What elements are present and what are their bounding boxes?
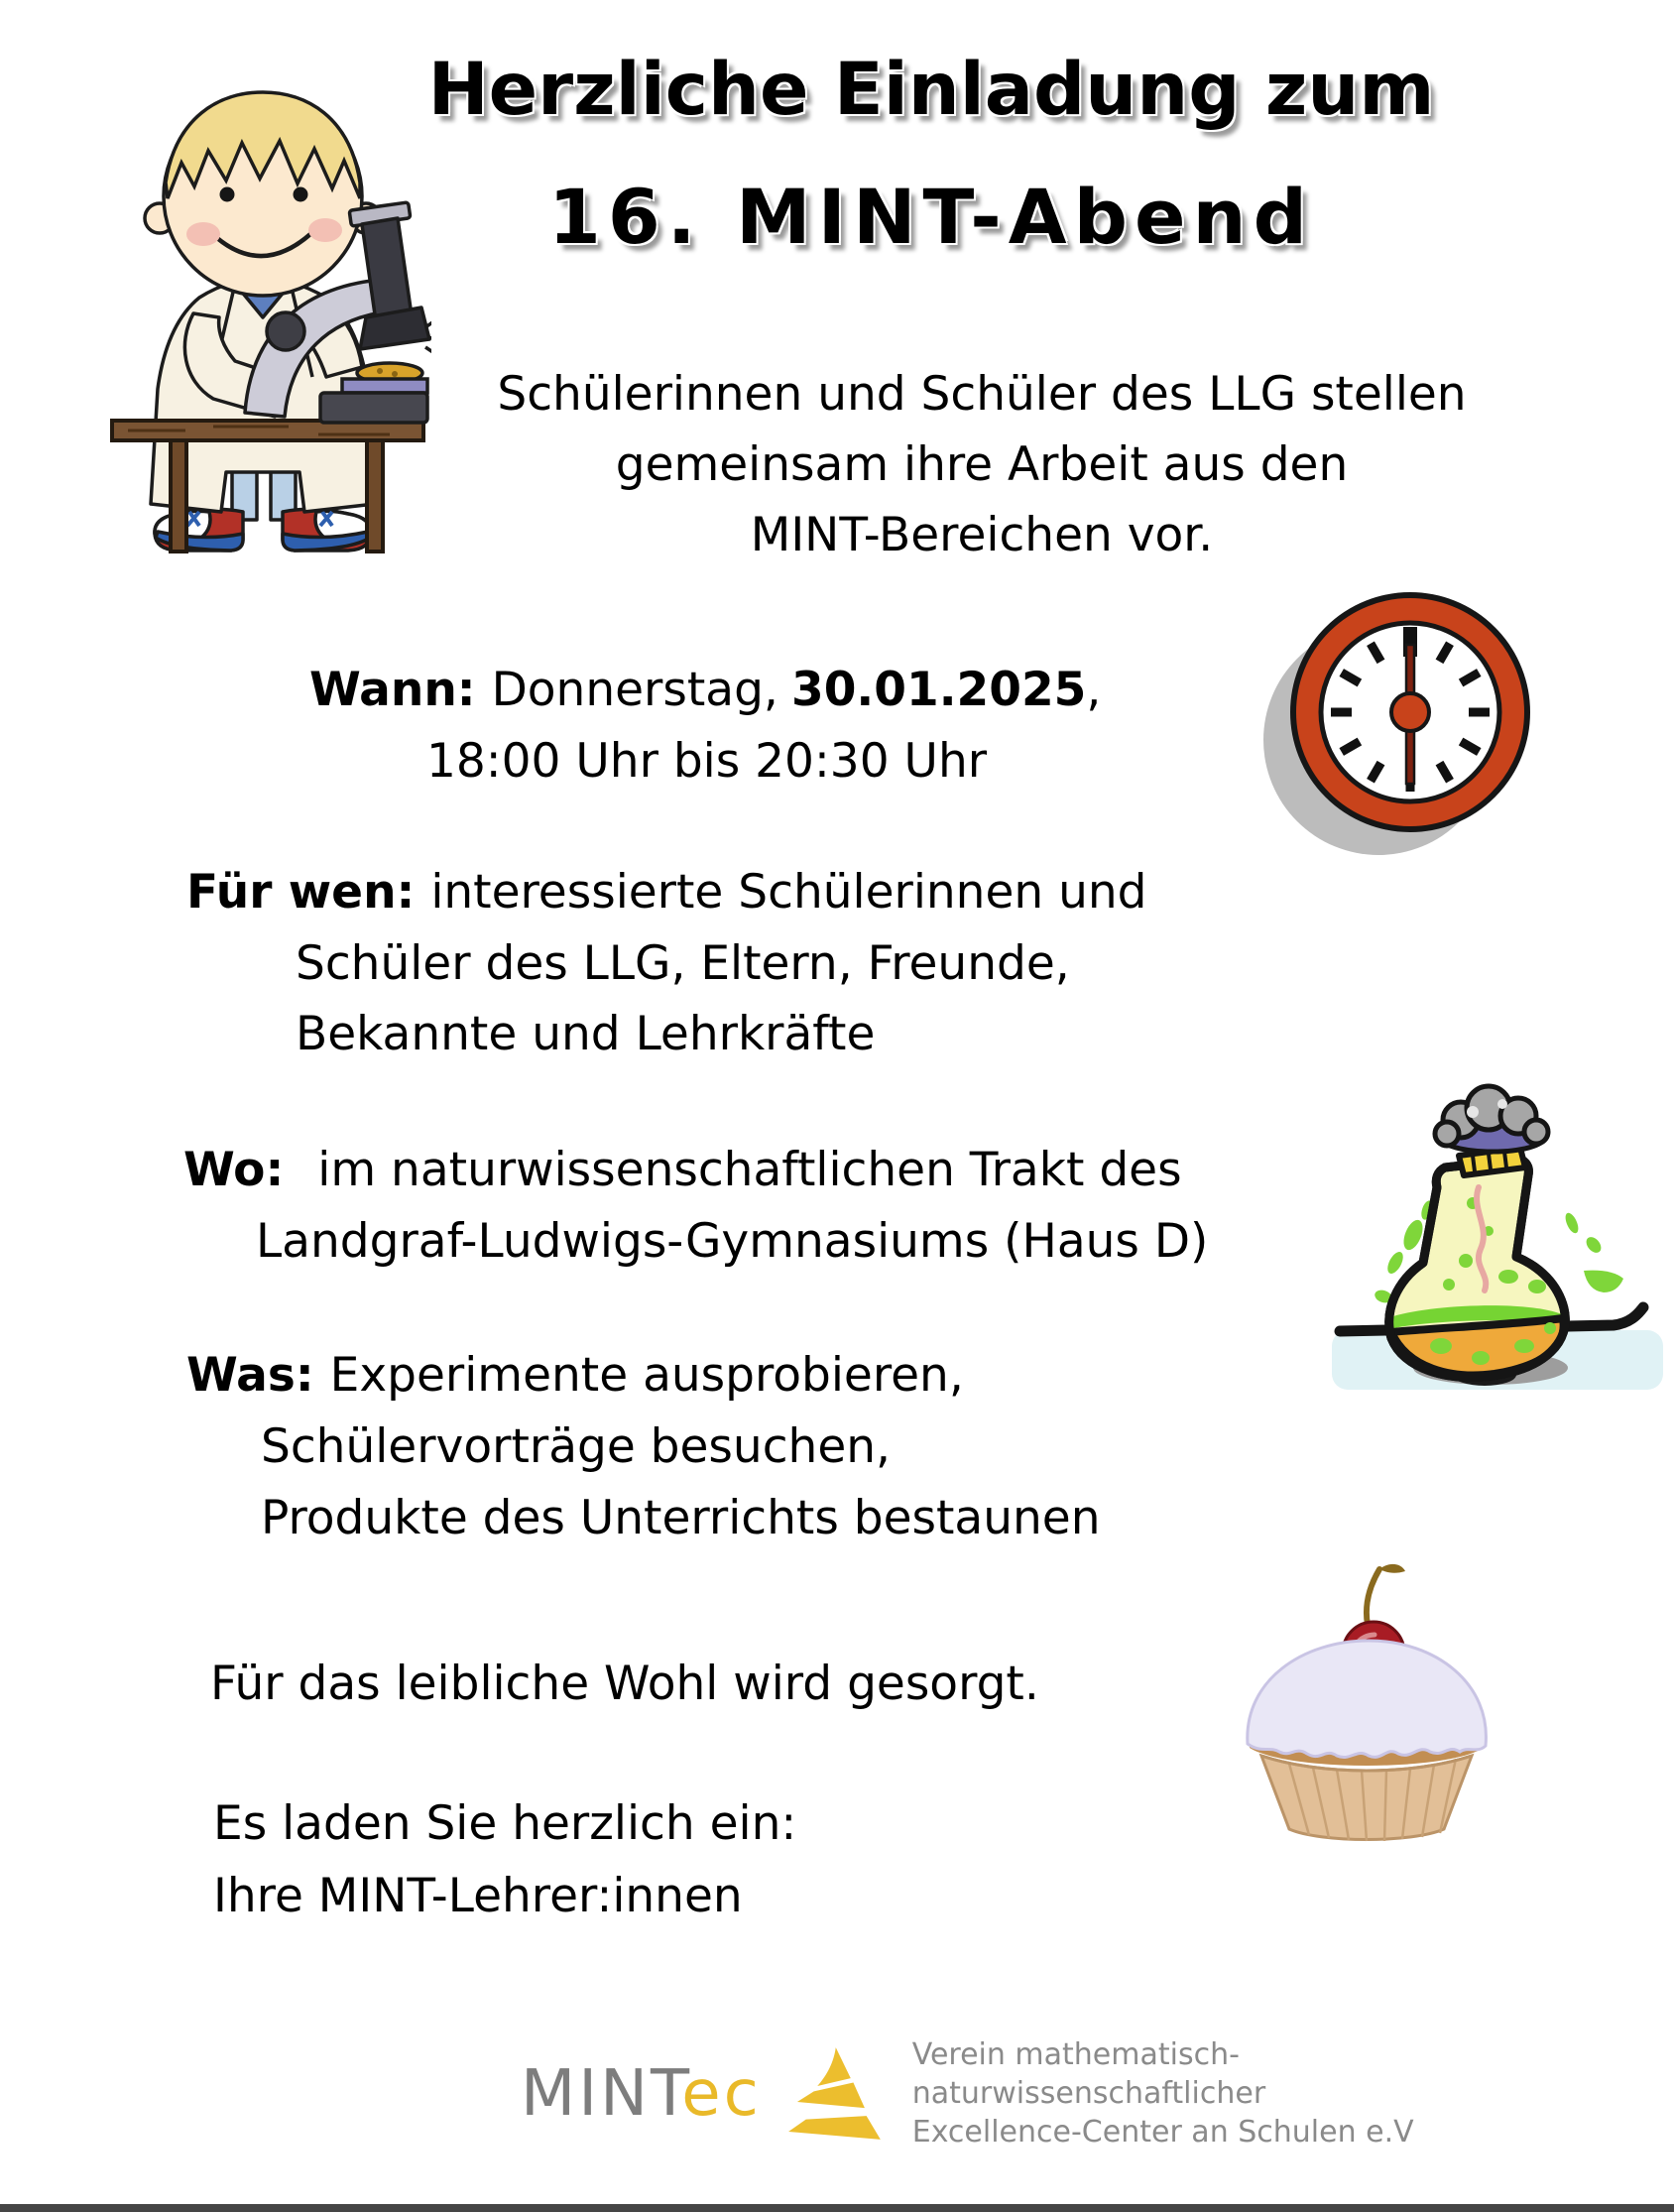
mintec-tagline-line-3: Excellence-Center an Schulen e.V bbox=[911, 2115, 1414, 2150]
flask-illustration bbox=[1324, 1076, 1671, 1404]
wann-comma: , bbox=[1086, 663, 1102, 717]
section-wo bbox=[183, 1135, 1208, 1278]
wann-day: Donnerstag, bbox=[491, 663, 778, 717]
invitation-line-1: Es laden Sie herzlich ein: bbox=[213, 1796, 797, 1851]
intro-line-1: Schülerinnen und Schüler des LLG stellen bbox=[497, 367, 1467, 422]
wann-date: 30.01.2025 bbox=[791, 663, 1087, 717]
section-fuer-wen bbox=[186, 857, 1147, 1070]
section-was bbox=[186, 1340, 1101, 1554]
fuer-wen-text-1: interessierte Schülerinnen und bbox=[430, 865, 1147, 920]
wann-line-2: 18:00 Uhr bis 20:30 Uhr bbox=[426, 734, 988, 789]
wo-line-1 bbox=[183, 1135, 1208, 1206]
intro-line-3: MINT-Bereichen vor. bbox=[750, 508, 1214, 562]
was-line-3: Produkte des Unterrichts bestaunen bbox=[261, 1491, 1101, 1545]
invitation-block bbox=[213, 1787, 796, 1932]
cupcake-illustration bbox=[1218, 1549, 1515, 1847]
mintec-tagline bbox=[912, 2035, 1414, 2151]
wo-text-1: im naturwissenschaftlichen Trakt des bbox=[317, 1143, 1182, 1197]
mintec-tagline-line-2: naturwissenschaftlicher bbox=[911, 2076, 1266, 2111]
wann-label: Wann: bbox=[309, 663, 476, 717]
invitation-line-2: Ihre MINT-Lehrer:innen bbox=[213, 1869, 743, 1923]
mintec-wordmark bbox=[521, 2057, 762, 2131]
was-line-2: Schülervorträge besuchen, bbox=[261, 1419, 891, 1474]
was-text-1: Experimente ausprobieren, bbox=[329, 1348, 964, 1403]
intro-line-2: gemeinsam ihre Arbeit aus den bbox=[615, 437, 1349, 492]
mintec-wordmark-mint: MINT bbox=[521, 2056, 682, 2131]
fuer-wen-line-1 bbox=[186, 857, 1147, 928]
section-wann bbox=[309, 655, 1101, 798]
was-label: Was: bbox=[186, 1348, 314, 1403]
mintec-tagline-line-1: Verein mathematisch- bbox=[911, 2037, 1240, 2072]
fuer-wen-label: Für wen: bbox=[186, 865, 416, 920]
was-line-1 bbox=[186, 1340, 1101, 1412]
mintec-pyramid-icon bbox=[781, 2044, 887, 2144]
fuer-wen-line-2: Schüler des LLG, Eltern, Freunde, bbox=[296, 935, 1070, 991]
intro-paragraph bbox=[337, 359, 1626, 570]
wo-line-2: Landgraf-Ludwigs-Gymnasiums (Haus D) bbox=[256, 1214, 1209, 1269]
mintec-logo bbox=[521, 2035, 1414, 2151]
page-title-line-1: Herzliche Einladung zum bbox=[427, 48, 1435, 132]
bottom-edge-bar bbox=[0, 2204, 1674, 2212]
wann-line-1 bbox=[309, 655, 1101, 726]
page-title-line-2: 16. MINT-Abend bbox=[547, 173, 1315, 261]
wohl-line: Für das leibliche Wohl wird gesorgt. bbox=[210, 1657, 1039, 1711]
mintec-wordmark-ec: ec bbox=[681, 2056, 762, 2131]
wo-label: Wo: bbox=[183, 1143, 285, 1197]
clock-illustration bbox=[1252, 577, 1559, 865]
fuer-wen-line-3: Bekannte und Lehrkräfte bbox=[296, 1007, 876, 1061]
